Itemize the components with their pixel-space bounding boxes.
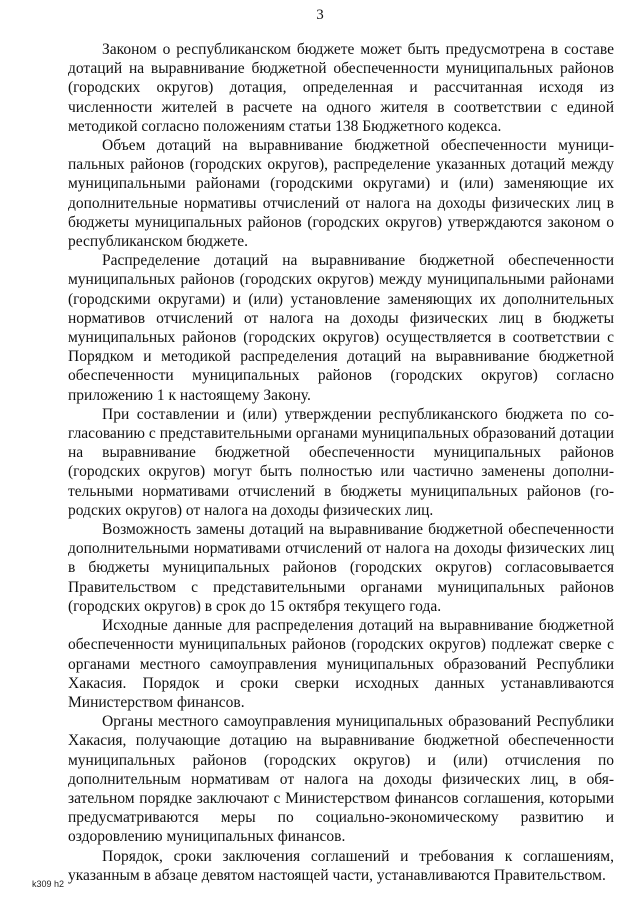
footer-code: k309 h2 (32, 879, 65, 889)
paragraph-3: Распределение дотаций на выравнивание бюджетной обеспеченности муниципальных районов (городских округов) между муниципальными районами (городскими округами) и (или) установление заменяющих их дополнительных нормативов отчислений от налога на доходы физических лиц в бюджеты муниципальных районов (городских округов) осуществляется в соответствии с Порядком и методикой распределения дотаций на выравнивание бюджетной обеспеченности муниципальных районов (городских округов) согласно приложению 1 к настоящему Закону. (68, 252, 614, 404)
paragraph-4: При составлении и (или) утверждении республиканского бюджета по согласованию с представительными органами муниципальных образований дотации на выравнивание бюджетной обеспеченности муниципальных районов (городских округов) могут быть полностью или частично заменены дополнительными нормативами отчислений в бюджеты муниципальных районов (городских округов) от налога на доходы физических лиц. (68, 405, 614, 519)
paragraph-1: Законом о республиканском бюджете может быть предусмотрена в составе дотаций на выравнивание бюджетной обеспеченности муниципальных районов (городских округов) дотация, определенная и рассчитанная исходя из численности жителей в расчете на одного жителя в соответствии с единой методикой согласно положениям статьи 138 Бюджетного кодекса. (68, 41, 614, 135)
paragraph-8: Порядок, сроки заключения соглашений и требования к соглашениям, указанным в абзаце девятом настоящей части, устанавливаются Правительством. (68, 847, 614, 884)
page-number: 3 (316, 7, 324, 23)
document-body (68, 40, 614, 885)
paragraph-7: Органы местного самоуправления муниципальных образований Республики Хакасия, получающие дотацию на выравнивание бюджетной обеспеченности муниципальных районов (городских округов) и (или) отчисления по дополнительным нормативам от налога на доходы физических лиц, в обязательном порядке заключают с Министерством финансов соглашения, которыми предусматриваются меры по социально-экономическому развитию и оздоровлению муниципальных финансов. (68, 713, 614, 846)
paragraph-6: Исходные данные для распределения дотаций на выравнивание бюджетной обеспеченности муниципальных районов (городских округов) подлежат сверке с органами местного самоуправления муниципальных образований Республики Хакасия. Порядок и сроки сверки исходных данных устанавливаются Министерством финансов. (68, 617, 614, 711)
paragraph-2: Объем дотаций на выравнивание бюджетной обеспеченности муниципальных районов (городских округов), распределение указанных дотаций между муниципальными районами (городскими округами) и (или) заменяющие их дополнительные нормативы отчислений от налога на доходы физических лиц в бюджеты муниципальных районов (городских округов) утверждаются законом о республиканском бюджете. (68, 137, 614, 251)
paragraph-5: Возможность замены дотаций на выравнивание бюджетной обеспеченности дополнительными нормативами отчислений от налога на доходы физических лиц в бюджеты муниципальных районов (городских округов) согласовывается Правительством с представительными органами муниципальных районов (городских округов) в срок до 15 октября текущего года. (68, 521, 614, 615)
